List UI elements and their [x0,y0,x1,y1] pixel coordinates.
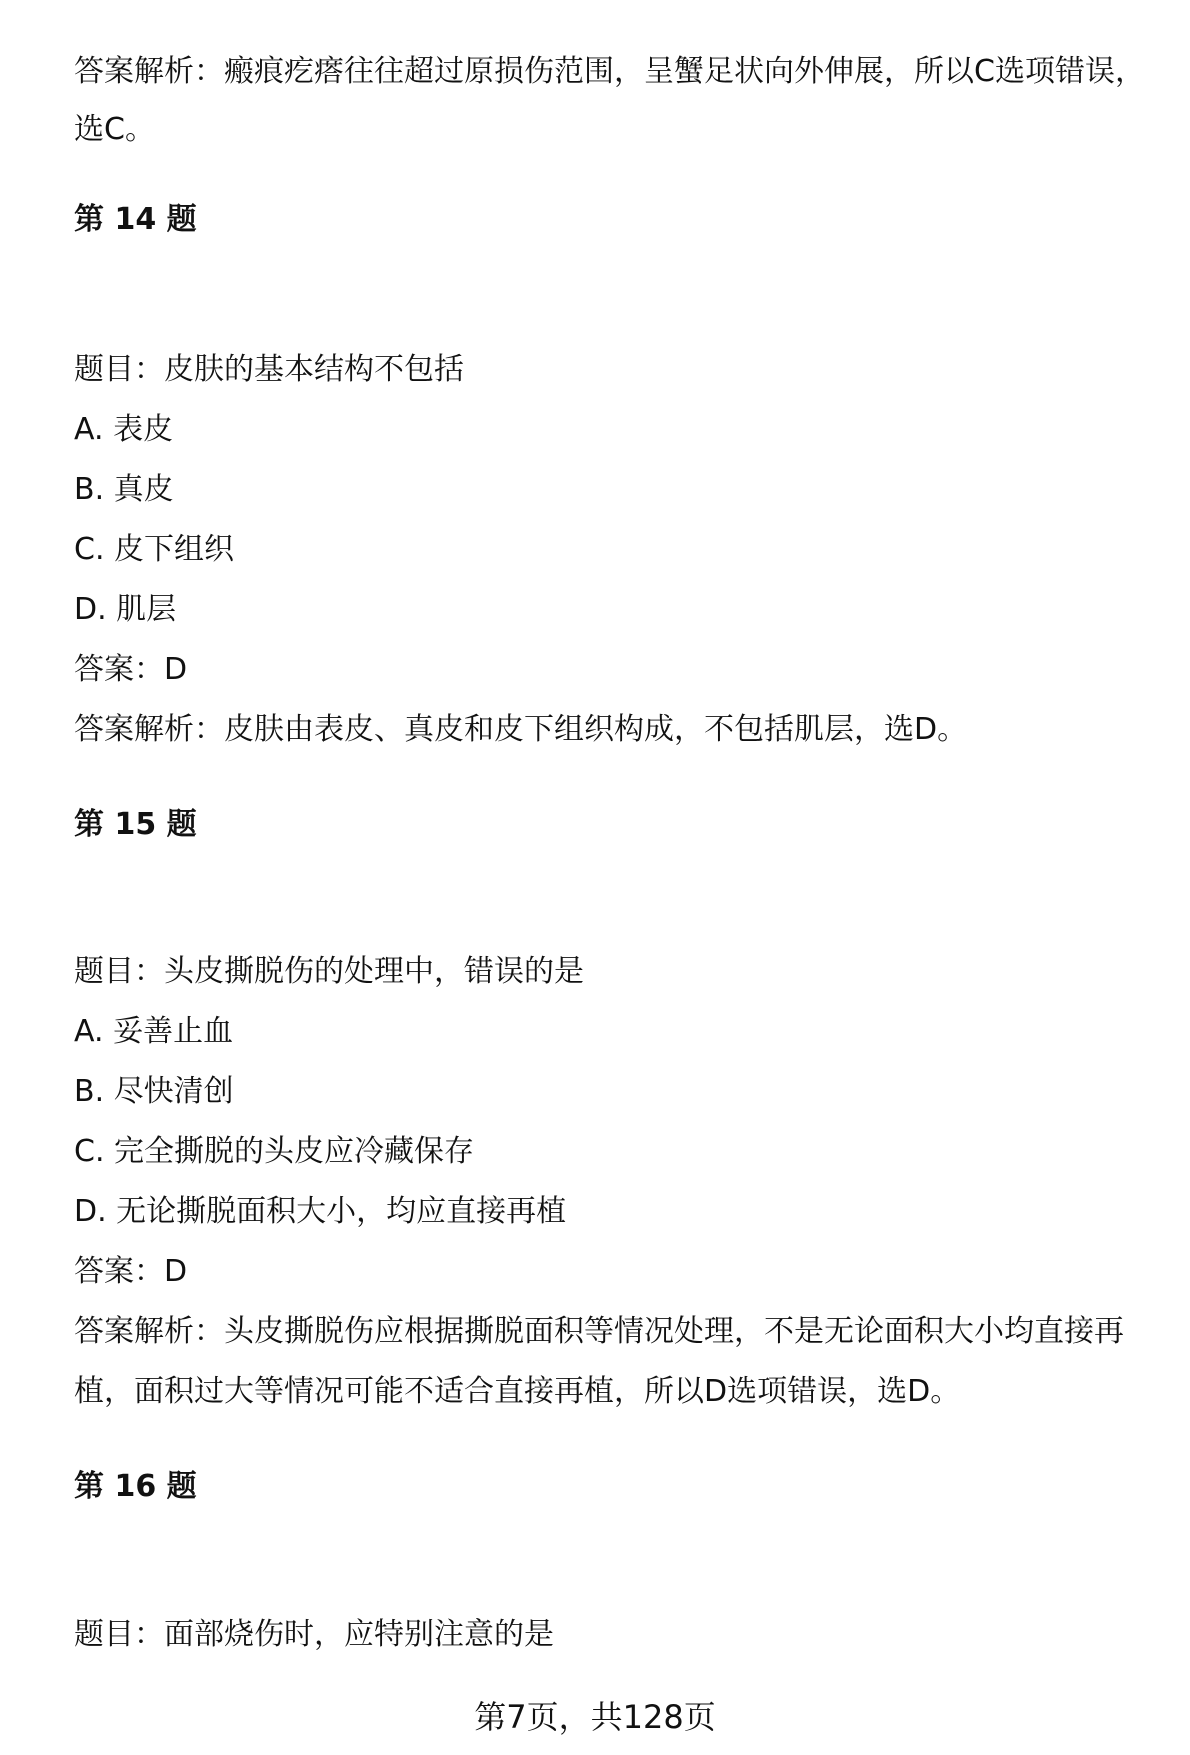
question-16-heading: 第 16 题 [74,1469,197,1504]
question-16-stem: 题目：面部烧伤时，应特别注意的是 [74,1617,554,1652]
prev-explanation-line1: 答案解析：瘢痕疙瘩往往超过原损伤范围，呈蟹足状向外伸展，所以C选项错误， [74,54,1145,89]
question-14-option-d: D. 肌层 [74,592,177,627]
question-14-explanation: 答案解析：皮肤由表皮、真皮和皮下组织构成，不包括肌层，选D。 [74,712,968,747]
question-15-option-d: D. 无论撕脱面积大小，均应直接再植 [74,1194,567,1229]
question-15-heading: 第 15 题 [74,807,197,842]
question-15-option-a: A. 妥善止血 [74,1014,234,1049]
question-14-option-b: B. 真皮 [74,472,174,507]
question-15-explanation-line2: 植，面积过大等情况可能不适合直接再植，所以D选项错误，选D。 [74,1374,961,1409]
question-14-option-a: A. 表皮 [74,412,174,447]
question-15-explanation-line1: 答案解析：头皮撕脱伤应根据撕脱面积等情况处理，不是无论面积大小均直接再 [74,1314,1124,1349]
question-14-answer: 答案：D [74,652,188,687]
question-15-option-b: B. 尽快清创 [74,1074,234,1109]
question-14-heading: 第 14 题 [74,202,197,237]
question-14-option-c: C. 皮下组织 [74,532,235,567]
question-14-stem: 题目：皮肤的基本结构不包括 [74,352,464,387]
question-15-stem: 题目：头皮撕脱伤的处理中，错误的是 [74,954,584,989]
question-15-answer: 答案：D [74,1254,188,1289]
prev-explanation-line2: 选C。 [74,112,155,147]
page-number-footer: 第7页，共128页 [474,1698,716,1736]
question-15-option-c: C. 完全撕脱的头皮应冷藏保存 [74,1134,475,1169]
